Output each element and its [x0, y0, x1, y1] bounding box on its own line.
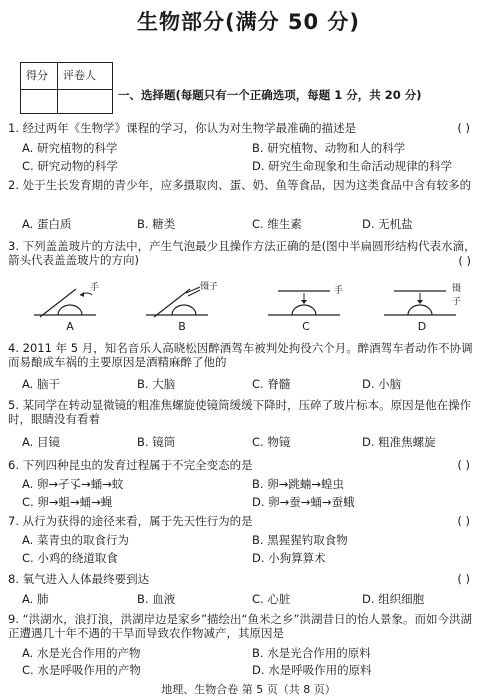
tweezers-label: 镊子: [200, 282, 219, 292]
question-number: 3.: [8, 239, 19, 253]
question-stem: 处于生长发育期的青少年，应多摄取肉、蛋、奶、鱼等食品，因为这类食品中含有较多的: [22, 178, 472, 192]
option-b: B. 水是光合作用的原料: [252, 646, 371, 660]
option-d: D. 小脑: [362, 377, 402, 391]
question-stem: 经过两年《生物学》课程的学习，你认为对生物学最准确的描述是: [22, 121, 357, 135]
question-4: [8, 341, 478, 369]
question-3: [8, 239, 478, 267]
figure-label: C: [302, 320, 310, 333]
question-9: [8, 612, 478, 640]
question-stem: “洪湖水，浪打浪，洪湖岸边是家乡”描绘出“鱼米之乡”洪湖昔日的怡人景象。而如今洪湖正遭遇几十年不遇的干旱而导致农作物减产，其原因是: [8, 612, 472, 640]
question-stem: 氧气进入人体最终要到达: [22, 572, 150, 586]
score-box-column-divider: [57, 63, 58, 113]
options-1: [22, 140, 482, 172]
question-number: 7.: [8, 514, 19, 528]
option-d: D. 组织细胞: [362, 592, 425, 606]
page-footer: 地理、生物合卷 第 5 页（共 8 页）: [161, 683, 336, 696]
option-b: B. 镜筒: [137, 435, 176, 449]
answer-blank: ( ): [457, 572, 470, 586]
options-4: [22, 376, 482, 392]
options-8: [22, 591, 482, 607]
option-a: A. 脑干: [22, 377, 60, 391]
hand-label: 手: [334, 286, 344, 296]
option-c: C. 水是呼吸作用的产物: [22, 663, 141, 677]
figure-label: D: [417, 320, 427, 333]
option-d: D. 无机盐: [362, 217, 413, 231]
options-9: [22, 645, 482, 677]
answer-blank: ( ): [457, 514, 470, 528]
tweezers-label: 镊子: [452, 284, 462, 307]
answer-blank: ( ): [458, 254, 471, 268]
option-b: B. 血液: [137, 592, 176, 606]
option-d: D. 卵→蚕→蛹→蚕蛾: [252, 495, 355, 509]
option-c: C. 小鸡的绕道取食: [22, 551, 118, 565]
figure-b: [142, 283, 222, 339]
options-6: [22, 476, 482, 508]
grader-label: 评卷人: [63, 69, 96, 82]
question-number: 2.: [8, 178, 19, 192]
option-a: A. 蛋白质: [22, 217, 72, 231]
question-1: [8, 121, 488, 135]
option-c: C. 研究动物的科学: [22, 159, 118, 173]
question-number: 9.: [8, 612, 19, 626]
question-number: 5.: [8, 398, 19, 412]
question-6: [8, 458, 488, 472]
option-c: C. 物镜: [252, 435, 291, 449]
question-8: [8, 572, 488, 586]
question-stem: 2011 年 5 月，知名音乐人高晓松因醉酒驾车被判处拘役六个月。醉酒驾车者动作不协调而易酿成车祸的主要原因是酒精麻醉了他的: [8, 341, 473, 369]
coverslip-figures: [30, 283, 470, 339]
question-stem: 从行为获得的途径来看，属于先天性行为的是: [22, 514, 253, 528]
option-b: B. 卵→跳蝻→蝗虫: [252, 477, 344, 491]
option-d: D. 研究生命现象和生命活动规律的科学: [252, 159, 453, 173]
question-number: 4.: [8, 341, 19, 355]
question-stem: 下列四种昆虫的发育过程属于不完全变态的是: [22, 458, 253, 472]
question-7: [8, 514, 488, 528]
question-stem: 某同学在转动显微镜的粗准焦螺旋使镜筒缓缓下降时，压碎了玻片标本。原因是他在操作时，眼睛没有看着: [8, 398, 472, 426]
option-b: B. 黑猩猩钓取食物: [252, 533, 348, 547]
option-b: B. 糖类: [137, 217, 176, 231]
option-a: A. 菜青虫的取食行为: [22, 533, 129, 547]
score-label: 得分: [26, 69, 48, 82]
figure-d: [382, 283, 462, 339]
answer-blank: ( ): [457, 121, 470, 135]
option-c: C. 脊髓: [252, 377, 291, 391]
option-a: A. 研究植物的科学: [22, 141, 118, 155]
figure-label: A: [66, 320, 74, 333]
option-a: A. 目镜: [22, 435, 60, 449]
coverslip-diagram-d: [382, 283, 462, 323]
option-c: C. 维生素: [252, 217, 302, 231]
question-stem: 下列盖盖玻片的方法中，产生气泡最少且操作方法正确的是(图中半扁圆形结构代表水滴，箭头代表盖盖玻片的方向): [8, 239, 476, 267]
option-d: D. 粗准焦螺旋: [362, 435, 436, 449]
option-c: C. 心脏: [252, 592, 291, 606]
figure-c: [266, 283, 346, 339]
option-b: B. 大脑: [137, 377, 176, 391]
option-c: C. 卵→蛆→蛹→蝇: [22, 495, 113, 509]
option-d: D. 小狗算算术: [252, 551, 326, 565]
option-a: A. 卵→孑孓→蛹→蚊: [22, 477, 124, 491]
score-box-divider: [21, 89, 112, 90]
answer-blank: ( ): [457, 458, 470, 472]
option-b: B. 研究植物、动物和人的科学: [252, 141, 406, 155]
options-2: [22, 216, 482, 232]
question-5: [8, 398, 478, 426]
figure-label: B: [178, 320, 186, 333]
option-d: D. 水是呼吸作用的原料: [252, 663, 372, 677]
figure-a: [30, 283, 110, 339]
option-a: A. 肺: [22, 592, 49, 606]
hand-label: 手: [90, 283, 100, 293]
question-number: 8.: [8, 572, 19, 586]
options-7: [22, 532, 482, 564]
options-5: [22, 434, 482, 450]
page-title: 生物部分(满分 50 分): [136, 10, 361, 34]
question-2: [8, 178, 478, 192]
option-a: A. 水是光合作用的产物: [22, 646, 141, 660]
question-number: 1.: [8, 121, 19, 135]
question-number: 6.: [8, 458, 19, 472]
section-title: 一、选择题(每题只有一个正确选项，每题 1 分，共 20 分): [118, 88, 422, 102]
score-box: [20, 62, 113, 114]
